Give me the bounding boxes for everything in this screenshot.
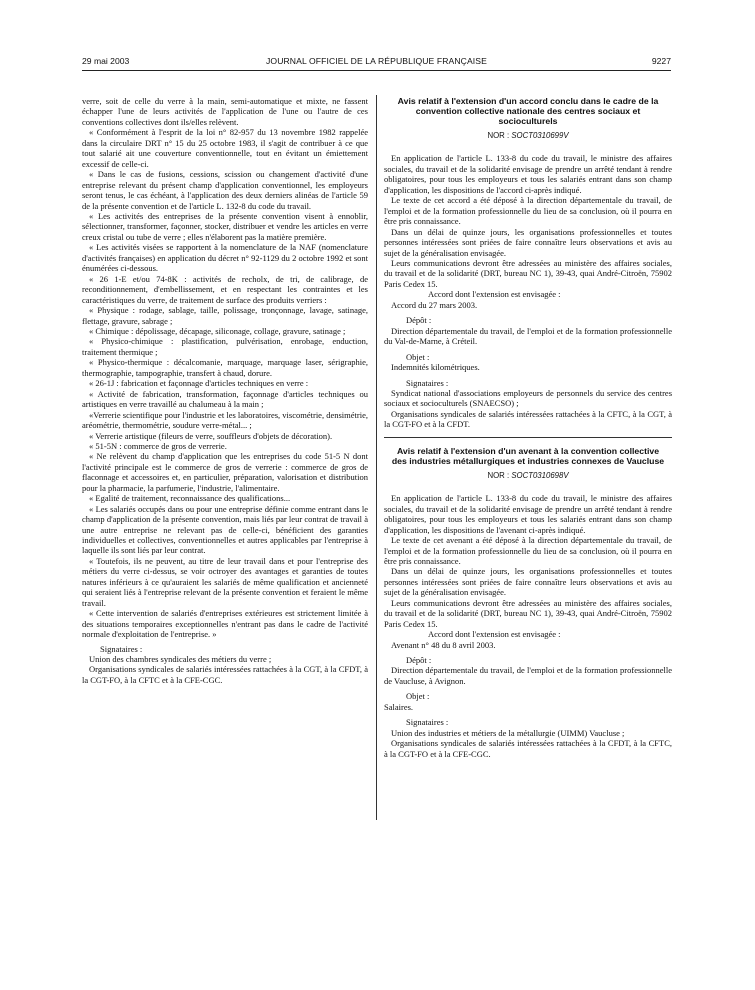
paragraph: « 51-5N : commerce de gros de verrerie. [89, 440, 227, 451]
objet-label: Objet : [406, 351, 430, 362]
nor-code: SOCT0310698V [511, 470, 569, 480]
paragraph: Le texte de cet accord a été déposé à la direction départementale du travail, de l'emploi et de la formation professionnelle du lieu de sa conclusion, où il pourra en être pris connaissance. [384, 195, 672, 227]
left-column [82, 96, 368, 685]
paragraph: « Physique : rodage, sablage, taille, polissage, tronçonnage, lavage, satinage, flettage, gravure, sabrage ; [82, 305, 368, 326]
paragraph: « Egalité de traitement, reconnaissance des qualifications... [89, 493, 291, 504]
nor-label: NOR : [487, 470, 510, 480]
objet-label: Objet : [406, 691, 430, 702]
paragraph: « Verrerie artistique (fileurs de verre, souffleurs d'objets de décoration). [89, 430, 333, 441]
paragraph: verre, soit de celle du verre à la main, semi-automatique et mixte, ne fassent échapper l'une de leurs activités de l'application de l'une ou l'autre de ces conventions collectives dont ils/elles relèvent. [82, 96, 368, 127]
accord-value: Avenant n° 48 du 8 avril 2003. [391, 639, 496, 650]
signataires-label: Signataires : [406, 717, 449, 728]
paragraph: « Physico-thermique : décalcomanie, marquage, marquage laser, sérigraphie, thermographie, tampographie, transfert à chaud, dorure. [82, 357, 368, 378]
paragraph: « Les activités visées se rapportent à la nomenclature de la NAF (nomenclature d'activités françaises) en application du décret n° 92-1129 du 2 octobre 1992 et sont énumérées ci-dessous. [82, 242, 368, 274]
signatory: Syndicat national d'associations employeurs de personnels du service des centres sociaux et socioculturels (SNAECSO) ; [384, 387, 672, 409]
depot-label: Dépôt : [406, 655, 432, 666]
nor-reference [384, 131, 672, 141]
journal-title: JOURNAL OFFICIEL DE LA RÉPUBLIQUE FRANÇAISE [266, 56, 487, 66]
nor-label: NOR : [487, 131, 510, 140]
paragraph: « Cette intervention de salariés d'entreprises extérieures est strictement limitée à des situations temporaires exceptionnelles n'entrant pas dans le cadre de l'activité normale d'exploitation de l'entreprise. » [82, 608, 368, 640]
right-column [384, 96, 672, 759]
header-rule [82, 70, 671, 71]
accord-value: Accord du 27 mars 2003. [391, 299, 478, 310]
paragraph: Dans un délai de quinze jours, les organisations professionnelles et toutes personnes intéressées sont priées de faire connaître leurs observations et avis au sujet de la généralisation envisagée. [384, 226, 672, 258]
depot-label: Dépôt : [406, 315, 432, 326]
paragraph: « Dans le cas de fusions, cessions, scission ou changement d'activité d'une entreprise relevant du présent champ d'application conventionnel, les employeurs seront tenus, le cas échéant, à l'application des deux derniers alinéas de l'article 59 de la présente convention et de l'article L. 132-8 du code du travail. [82, 169, 368, 211]
objet-value: Indemnités kilométriques. [391, 362, 480, 373]
paragraph: Leurs communications devront être adressées au ministère des affaires sociales, du travail et de la solidarité (DRT, bureau NC 1), 39-43, quai André-Citroën, 75902 Paris Cedex 15. [384, 257, 672, 289]
objet-value: Salaires. [384, 701, 414, 712]
signataires-label: Signataires : [406, 377, 449, 388]
paragraph: En application de l'article L. 133-8 du code du travail, le ministre des affaires sociales, du travail et de la solidarité envisage de prendre un arrêté tendant à rendre obligatoires, pour tous les employeurs et tous les salariés entrant dans son champ d'application, les dispositions de l'accord ci-après indiqué. [384, 153, 672, 195]
accord-label: Accord dont l'extension est envisagée : [428, 629, 561, 640]
notice-title: Avis relatif à l'extension d'un accord conclu dans le cadre de la convention collective nationale des centres sociaux et socioculturels [397, 96, 659, 126]
paragraph: « Toutefois, ils ne peuvent, au titre de leur travail dans et pour l'entreprise des métiers du verre ci-dessus, se voir octroyer des avantages et garanties de toutes natures inférieurs à ce qu'auraient les salariés de même qualification et ancienneté qui seraient liés à l'entreprise relevant de la présente convention et feraient le même travail. [82, 555, 368, 608]
paragraph: Le texte de cet avenant a été déposé à la direction départementale du travail, de l'emploi et de la formation professionnelle du lieu de sa conclusion, où il pourra en être pris connaissance. [384, 535, 672, 566]
paragraph: « Conformément à l'esprit de la loi n° 82-957 du 13 novembre 1982 rappelée dans la circulaire DRT n° 15 du 25 octobre 1983, il s'agit de contribuer à ce que tout salarié ait une couverture conventionnelle, tout en évitant un émiettement excessif de celle-ci. [82, 127, 368, 169]
signatory: Organisations syndicales de salariés intéressées rattachées à la CFDT, à la CFTC, à la CGT-FO et à la CFE-CGC. [384, 738, 672, 759]
notice-title: Avis relatif à l'extension d'un avenant à la convention collective des industries métallurgiques et industries connexes de Vaucluse [391, 445, 665, 466]
signatory: Union des chambres syndicales des métiers du verre ; [89, 654, 272, 665]
column-divider [376, 95, 377, 820]
notice-separator [384, 437, 672, 438]
signataires-label: Signataires : [100, 643, 143, 654]
paragraph: « 26-1J : fabrication et façonnage d'articles techniques en verre : [89, 378, 309, 389]
paragraph: « Physico-chimique : plastification, pulvérisation, enrobage, enduction, traitement thermique ; [82, 336, 368, 357]
paragraph: Dans un délai de quinze jours, les organisations professionnelles et toutes personnes intéressées sont priées de faire connaître leurs observations et avis au sujet de la généralisation envisagée. [384, 566, 672, 598]
paragraph: « Activité de fabrication, transformation, façonnage d'articles techniques ou artistiques en verre travaillé au chalumeau à la main ; [82, 388, 368, 410]
page-header [82, 56, 671, 70]
paragraph: « Chimique : dépolissage, décapage, siliconage, collage, gravure, satinage ; [89, 325, 346, 336]
paragraph: «Verrerie scientifique pour l'industrie et les laboratoires, viscométrie, densimétrie, aréométrie, thermométrie, soudure verre-métal... ; [82, 409, 368, 431]
depot-value: Direction départementale du travail, de l'emploi et de la formation professionnelle de Vaucluse, à Avignon. [384, 665, 672, 686]
paragraph: « Les activités des entreprises de la présente convention visent à ennoblir, sélectionner, transformer, façonner, stocker, distribuer et vendre les articles en verre creux cristal ou tube de verre ; elles n'élaborent pas la matière première. [82, 210, 368, 242]
paragraph: « 26 1-E et/ou 74-8K : activités de recholx, de tri, de calibrage, de reconditionnement, d'embellissement, et en respectant les contraintes et les caractéristiques du verre, de traitement de surface des produits verriers : [82, 273, 368, 305]
depot-value: Direction départementale du travail, de l'emploi et de la formation professionnelle du Val-de-Marne, à Créteil. [384, 325, 672, 347]
page-number: 9227 [651, 56, 671, 66]
paragraph: « Ne relèvent du champ d'application que les entreprises du code 51-5 N dont l'activité principale est le commerce de gros de verrerie : commerce de gros de flaconnage et accessoires et, en particulier, préparation, valorisation et distribution pour la pharmacie, la parfumerie, l'industrie, l'alimentaire. [82, 451, 368, 493]
paragraph: Leurs communications devront être adressées au ministère des affaires sociales, du travail et de la solidarité (DRT, bureau NC 1), 39-43, quai André-Citroën, 75902 Paris Cedex 15. [384, 597, 672, 629]
paragraph: « Les salariés occupés dans ou pour une entreprise définie comme entrant dans le champ d'application de la présente convention, mais liés par leur contrat de travail à une autre entreprise ne relevant pas de celle-ci, bénéficient des garanties individuelles et collectives, conventionnelles et autres applicables par l'entreprise à laquelle ils sont liés par leur contrat. [82, 503, 368, 556]
accord-label: Accord dont l'extension est envisagée : [428, 289, 561, 300]
signatory: Organisations syndicales de salariés intéressées rattachées à la CFTC, à la CGT, à la CGT-FO et à la CFDT. [384, 408, 672, 430]
nor-reference [384, 471, 672, 481]
paragraph: En application de l'article L. 133-8 du code du travail, le ministre des affaires sociales, du travail et de la solidarité envisage de prendre un arrêté tendant à rendre obligatoires, pour tous les employeurs et tous les salariés entrant dans son champ d'application, les dispositions de l'avenant ci-après indiqué. [384, 493, 672, 535]
nor-code: SOCT0310699V [511, 131, 569, 140]
signatory: Union des industries et métiers de la métallurgie (UIMM) Vaucluse ; [391, 727, 625, 738]
signatory: Organisations syndicales de salariés intéressées rattachées à la CGT, à la CFDT, à la CGT-FO, à la CFTC et à la CFE-CGC. [82, 664, 368, 685]
issue-date: 29 mai 2003 [82, 56, 130, 66]
